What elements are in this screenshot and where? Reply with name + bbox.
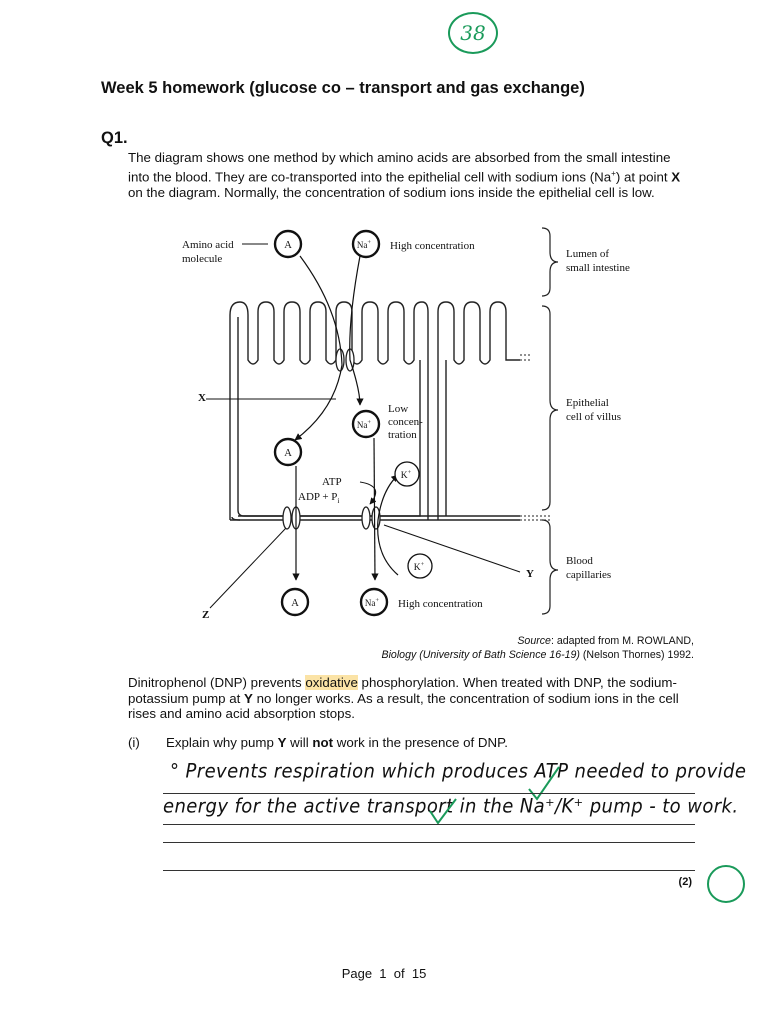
marks-circle — [707, 865, 745, 903]
svg-text:Na+: Na+ — [356, 419, 372, 430]
marks-value: (2) — [678, 876, 692, 888]
region-braces — [542, 228, 558, 614]
score-annotation: 38 — [448, 12, 498, 54]
svg-text:K+: K+ — [400, 469, 412, 481]
svg-text:Na+: Na+ — [356, 239, 372, 250]
svg-text:K+: K+ — [413, 561, 425, 573]
handwritten-answer-line-2: energy for the active transport in the Na⁺/K⁺ pump - to work. — [163, 794, 739, 818]
svg-text:Low: Low — [388, 403, 409, 415]
question-number: Q1. — [101, 129, 128, 147]
svg-text:A: A — [291, 598, 299, 609]
svg-text:Epithelial: Epithelial — [566, 397, 609, 409]
svg-text:High concentration: High concentration — [390, 240, 475, 252]
svg-text:Amino acid: Amino acid — [182, 239, 234, 251]
carrier-protein-y — [362, 507, 370, 529]
tick-mark-icon — [426, 797, 462, 827]
page-footer: Page 1 of 15 — [341, 966, 427, 981]
svg-text:Y: Y — [526, 568, 534, 580]
svg-text:capillaries: capillaries — [566, 569, 612, 581]
co-transport-diagram — [170, 220, 650, 625]
svg-text:concen-: concen- — [388, 416, 423, 428]
dnp-paragraph: Dinitrophenol (DNP) prevents oxidative phosphorylation. When treated with DNP, the sodium-potassium pump at Y no longer works. As a result, the concentration of sodium ions in the cell rises and amino acid absorption stops. — [128, 675, 679, 722]
highlighted-word: oxidative — [305, 675, 358, 690]
svg-text:molecule: molecule — [182, 253, 223, 265]
carrier-protein-z — [283, 507, 291, 529]
svg-text:A: A — [284, 448, 292, 459]
answer-line — [163, 824, 695, 825]
epithelial-membrane — [230, 302, 520, 520]
svg-text:Na+: Na+ — [364, 597, 380, 608]
svg-text:Lumen of: Lumen of — [566, 248, 610, 260]
answer-line — [163, 793, 695, 794]
tick-mark-icon — [525, 763, 565, 803]
svg-text:small intestine: small intestine — [566, 262, 630, 274]
source-citation: Source: adapted from M. ROWLAND, Biology (University of Bath Science 16-19) (Nelson Thornes) 1992. — [381, 635, 694, 661]
svg-text:Z: Z — [202, 609, 210, 621]
svg-text:Blood: Blood — [566, 555, 593, 567]
answer-line — [163, 870, 695, 871]
svg-text:A: A — [284, 240, 292, 251]
svg-text:X: X — [198, 392, 206, 404]
handwritten-answer-line-1: ° Prevents respiration which produces ATP needed to provide — [170, 759, 747, 783]
svg-text:ADP + Pi: ADP + $P_i$ — [298, 491, 340, 505]
sub-question-i: (i) Explain why pump Y will not work in the presence of DNP. — [128, 735, 508, 750]
carrier-protein-x — [336, 349, 344, 371]
question-intro: The diagram shows one method by which amino acids are absorbed from the small intestine into the blood. They are co-transported into the epithelial cell with sodium ions (Na+) at point X on the diagram. Normally, the concentration of sodium ions inside the epithelial cell is low. — [128, 150, 681, 200]
page-title: Week 5 homework (glucose co – transport and gas exchange) — [101, 79, 585, 97]
svg-text:High concentration: High concentration — [398, 598, 483, 610]
svg-text:ATP: ATP — [322, 476, 342, 488]
answer-line — [163, 842, 695, 843]
svg-text:cell of villus: cell of villus — [566, 411, 621, 423]
svg-text:tration: tration — [388, 429, 417, 441]
